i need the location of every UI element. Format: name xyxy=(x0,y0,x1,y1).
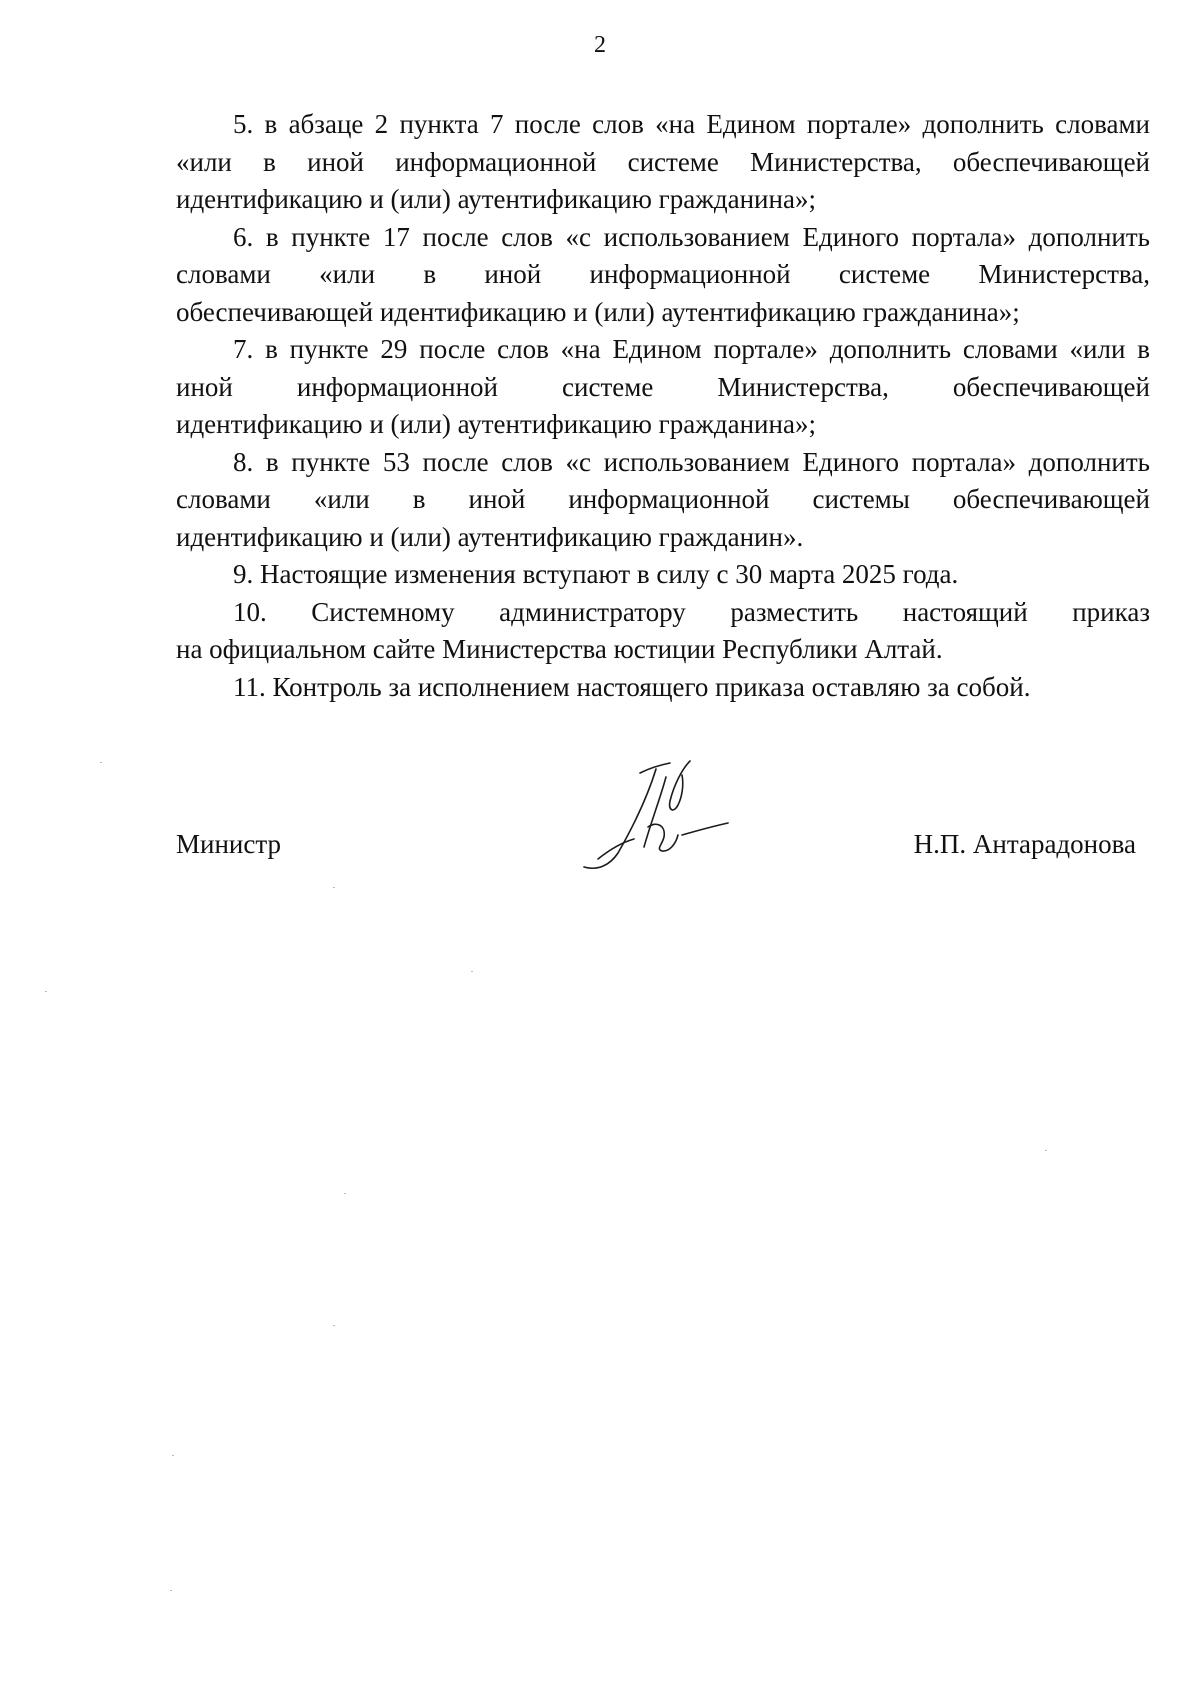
paragraph-line: иной информационной системе Министерства, обеспечивающей xyxy=(176,371,1150,402)
paragraph-line: 5. в абзаце 2 пункта 7 после слов «на Едином портале» дополнить словами xyxy=(233,109,1150,139)
paragraph-line: 10. Системному администратору разместить настоящий приказ xyxy=(233,596,1150,627)
scan-speck xyxy=(333,887,335,888)
paragraph-line: идентификацию и (или) аутентификацию гражданин». xyxy=(176,521,804,552)
paragraph-item-7 xyxy=(176,331,1150,444)
paragraph-line: 7. в пункте 29 после слов «на Едином портале» дополнить словами «или в xyxy=(233,334,1150,364)
paragraph-line: обеспечивающей идентификацию и (или) аутентификацию гражданина»; xyxy=(176,296,1020,327)
signer-name: Н.П. Антарадонова xyxy=(913,829,1136,859)
paragraph-line: 9. Настоящие изменения вступают в силу с 30 марта 2025 года. xyxy=(233,559,959,589)
page-number: 2 xyxy=(594,32,606,58)
paragraph-line: 8. в пункте 53 после слов «с использованием Единого портала» дополнить xyxy=(233,446,1150,477)
paragraph-item-8 xyxy=(176,444,1150,557)
scan-speck xyxy=(172,1455,174,1456)
paragraph-line: на официальном сайте Министерства юстиции Республики Алтай. xyxy=(176,634,943,664)
paragraph-line: идентификацию и (или) аутентификацию гражданина»; xyxy=(176,409,816,439)
paragraph-line: словами «или в иной информационной системе Министерства, xyxy=(176,259,1150,289)
paragraph-line: 6. в пункте 17 после слов «с использованием Единого портала» дополнить xyxy=(233,221,1150,252)
scan-speck xyxy=(45,991,47,992)
paragraph-item-5 xyxy=(176,106,1150,219)
paragraph-line: словами «или в иной информационной системы обеспечивающей xyxy=(176,484,1150,514)
signer-position: Министр xyxy=(176,829,281,859)
paragraph-line: идентификацию и (или) аутентификацию гражданина»; xyxy=(176,184,816,214)
paragraph-item-6 xyxy=(176,219,1150,332)
paragraph-item-10 xyxy=(176,594,1150,669)
paragraph-item-9 xyxy=(176,556,1150,594)
paragraph-line: «или в иной информационной системе Министерства, обеспечивающей xyxy=(176,146,1150,177)
scan-speck xyxy=(100,762,102,763)
scan-speck xyxy=(170,1590,172,1591)
scan-speck xyxy=(333,1325,335,1326)
document-body xyxy=(176,106,1150,706)
scan-speck xyxy=(1045,1150,1047,1151)
paragraph-item-11 xyxy=(176,669,1150,707)
paragraph-line: 11. Контроль за исполнением настоящего приказа оставляю за собой. xyxy=(233,671,1031,702)
scan-speck xyxy=(471,971,473,972)
scan-speck xyxy=(344,1193,346,1194)
handwritten-signature xyxy=(578,755,738,875)
